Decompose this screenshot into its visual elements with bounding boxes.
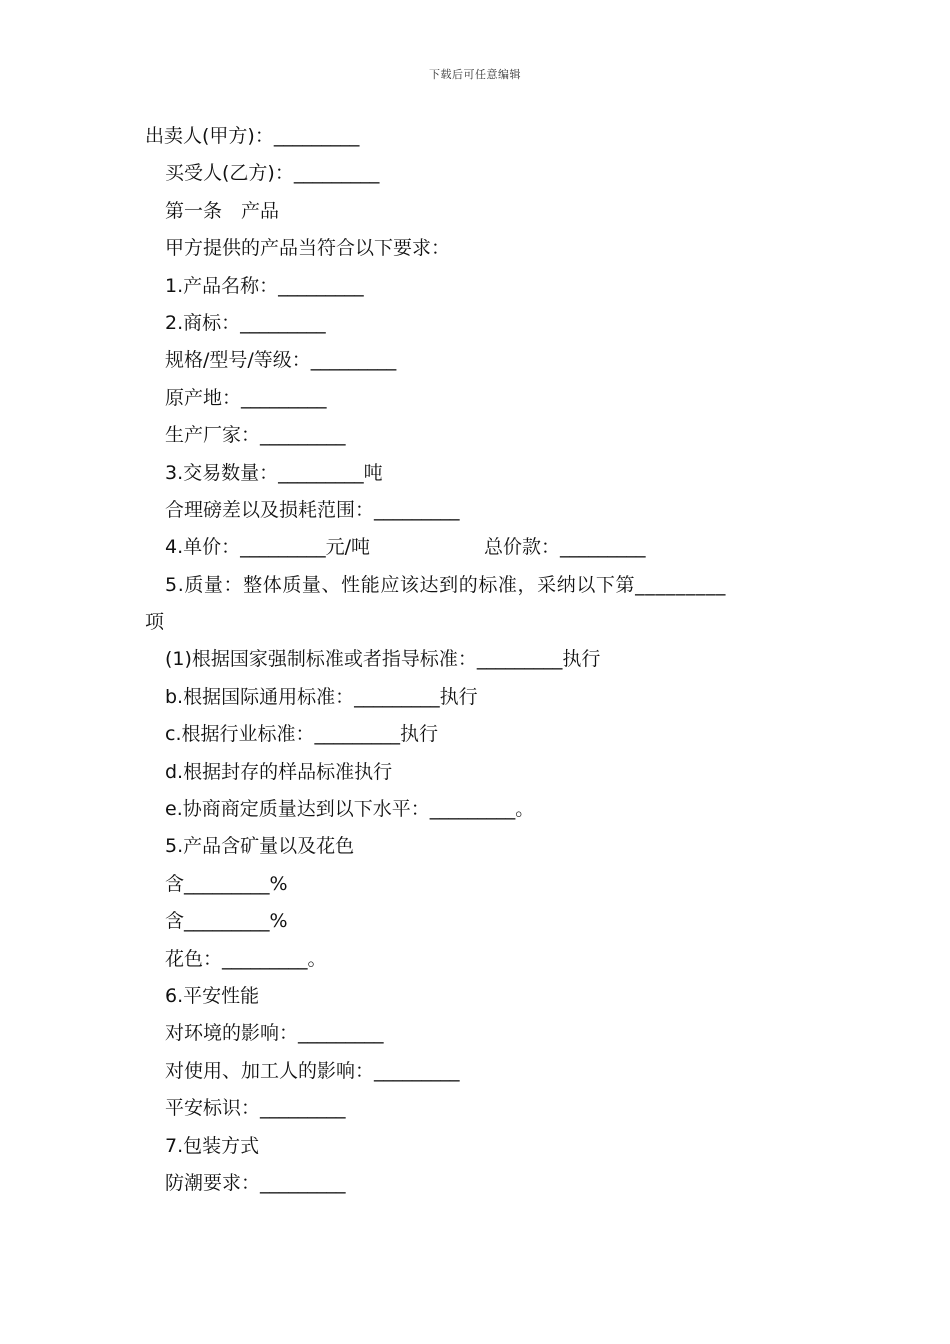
- page-header: 下载后可任意编辑: [429, 68, 521, 81]
- user-impact-line: 对使用、加工人的影响：_________: [165, 1059, 460, 1082]
- quality-line: 5.质量：整体质量、性能应该达到的标准，采纳以下第_________: [165, 573, 727, 596]
- article-1-title: 第一条 产品: [165, 199, 280, 222]
- manufacturer-line: 生产厂家：_________: [165, 424, 346, 447]
- international-standard-line: b.根据国际通用标准：_________执行: [165, 685, 478, 708]
- moisture-proof-line: 防潮要求：_________: [165, 1171, 346, 1194]
- buyer-line: 买受人(乙方)：_________: [165, 162, 380, 185]
- ore-content-title: 5.产品含矿量以及花色: [165, 835, 355, 858]
- origin-line: 原产地：_________: [165, 386, 327, 409]
- color-line: 花色：_________。: [165, 947, 327, 970]
- safety-title: 6.平安性能: [165, 984, 260, 1007]
- content-percent-line-2: 含_________%: [165, 910, 288, 933]
- environment-impact-line: 对环境的影响：_________: [165, 1022, 384, 1045]
- seller-line: 出卖人(甲方)：_________: [145, 125, 360, 147]
- product-name-line: 1.产品名称：_________: [165, 274, 364, 297]
- contract-body: [145, 118, 825, 1202]
- price-line: 4.单价：_________元/吨 总价款：_________: [165, 536, 646, 559]
- industry-standard-line: c.根据行业标准：_________执行: [165, 723, 438, 746]
- safety-mark-line: 平安标识：_________: [165, 1097, 346, 1120]
- national-standard-line: (1)根据国家强制标准或者指导标准：_________执行: [165, 648, 601, 671]
- sample-standard-line: d.根据封存的样品标准执行: [165, 760, 393, 783]
- spec-model-grade-line: 规格/型号/等级：_________: [165, 349, 397, 372]
- product-requirements-intro: 甲方提供的产品当符合以下要求：: [165, 237, 451, 260]
- negotiated-quality-line: e.协商商定质量达到以下水平：_________。: [165, 798, 535, 821]
- quality-line-continued: 项: [145, 611, 165, 634]
- trademark-line: 2.商标：_________: [165, 311, 326, 334]
- quantity-line: 3.交易数量：_________吨: [165, 461, 383, 484]
- packaging-title: 7.包装方式: [165, 1134, 260, 1157]
- content-percent-line-1: 含_________%: [165, 872, 288, 895]
- tolerance-line: 合理磅差以及损耗范围：_________: [165, 498, 460, 521]
